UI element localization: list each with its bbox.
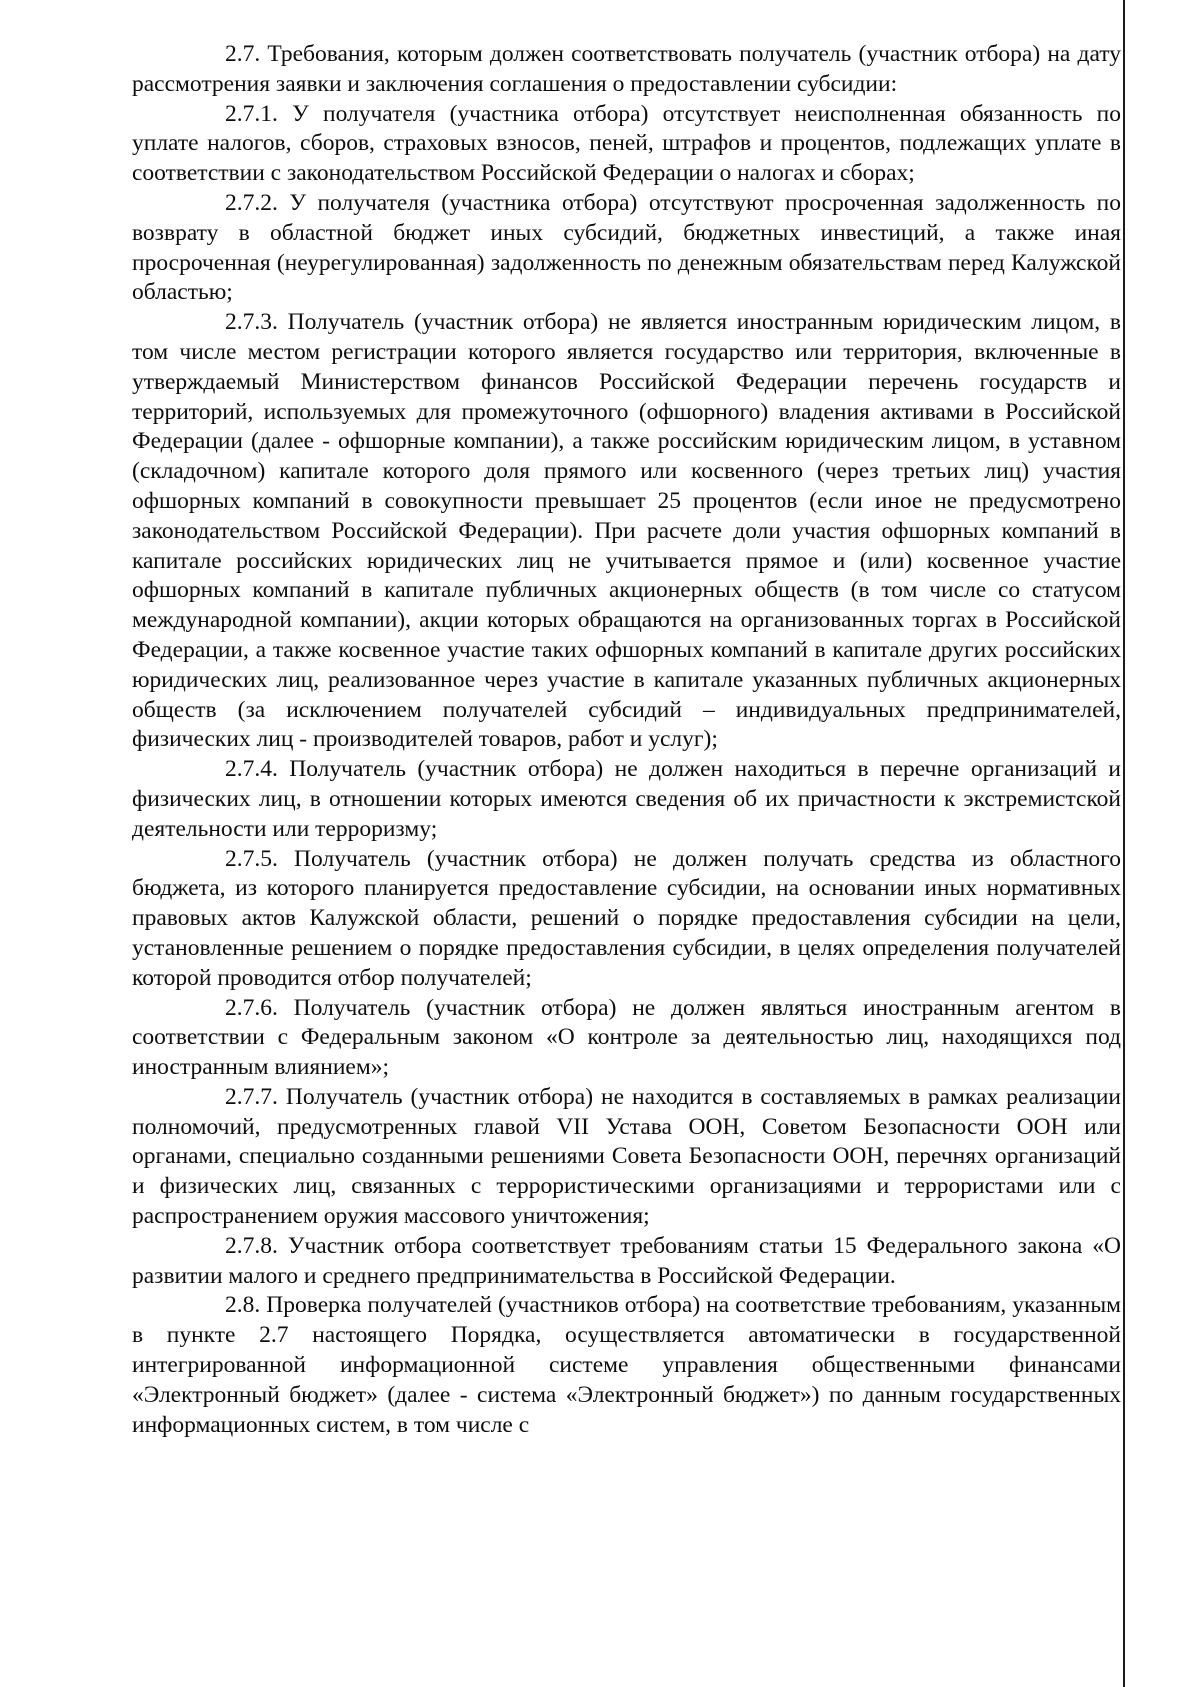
paragraph-2-7: 2.7. Требования, которым должен соответствовать получатель (участник отбора) на дату рассмотрения заявки и заключения соглашения о предоставлении субсидии: bbox=[132, 41, 1121, 97]
paragraph-2-7-8: 2.7.8. Участник отбора соответствует требованиям статьи 15 Федерального закона «О развитии малого и среднего предпринимательства в Российской Федерации. bbox=[132, 1232, 1121, 1289]
document-body bbox=[132, 40, 1121, 1440]
paragraph-2-7-1: 2.7.1. У получателя (участника отбора) отсутствует неисполненная обязанность по уплате налогов, сборов, страховых взносов, пеней, штрафов и процентов, подлежащих уплате в соответствии с законодательством Российской Федерации о налогах и сборах; bbox=[132, 100, 1121, 187]
paragraph-2-7-7: 2.7.7. Получатель (участник отбора) не находится в составляемых в рамках реализации полномочий, предусмотренных главой VII Устава ООН, Советом Безопасности ООН или органами, специально созданными решениями Совета Безопасности ООН, перечнях организаций и физических лиц, связанных с террористическими организациями и террористами или с распространением оружия массового уничтожения; bbox=[132, 1083, 1121, 1230]
paragraph-2-7-5: 2.7.5. Получатель (участник отбора) не должен получать средства из областного бюджета, из которого планируется предоставление субсидии, на основании иных нормативных правовых актов Калужской области, решений о порядке предоставления субсидии на цели, установленные решением о порядке предоставления субсидии, в целях определения получателей которой проводится отбор получателей; bbox=[132, 845, 1121, 991]
paragraph-2-8: 2.8. Проверка получателей (участников отбора) на соответствие требованиям, указанным в пункте 2.7 настоящего Порядка, осуществляется автоматически в государственной интегрированной информационной системе управления общественными финансами «Электронный бюджет» (далее - система «Электронный бюджет») по данным государственных информационных систем, в том числе с bbox=[132, 1292, 1121, 1438]
paragraph-2-7-6: 2.7.6. Получатель (участник отбора) не должен являться иностранным агентом в соответствии с Федеральным законом «О контроле за деятельностью лиц, находящихся под иностранным влиянием»; bbox=[132, 994, 1121, 1081]
paragraph-2-7-4: 2.7.4. Получатель (участник отбора) не должен находиться в перечне организаций и физических лиц, в отношении которых имеются сведения об их причастности к экстремистской деятельности или терроризму; bbox=[132, 756, 1121, 842]
paragraph-2-7-3: 2.7.3. Получатель (участник отбора) не является иностранным юридическим лицом, в том числе местом регистрации которого является государство или территория, включенные в утверждаемый Министерством финансов Российской Федерации перечень государств и территорий, используемых для промежуточного (офшорного) владения активами в Российской Федерации (далее - офшорные компании), а также российским юридическим лицом, в уставном (складочном) капитале которого доля прямого или косвенного (через третьих лиц) участия офшорных компаний в совокупности превышает 25 процентов (если иное не предусмотрено законодательством Российской Федерации). При расчете доли участия офшорных компаний в капитале российских юридических лиц не учитывается прямое и (или) косвенное участие офшорных компаний в капитале публичных акционерных обществ (в том числе со статусом международной компании), акции которых обращаются на организованных торгах в Российской Федерации, а также косвенное участие таких офшорных компаний в капитале других российских юридических лиц, реализованное через участие в капитале указанных публичных акционерных обществ (за исключением получателей субсидий – индивидуальных предпринимателей, физических лиц - производителей товаров, работ и услуг); bbox=[132, 309, 1121, 753]
paragraph-2-7-2: 2.7.2. У получателя (участника отбора) отсутствуют просроченная задолженность по возврату в областной бюджет иных субсидий, бюджетных инвестиций, а также иная просроченная (неурегулированная) задолженность по денежным обязательствам перед Калужской областью; bbox=[132, 189, 1121, 306]
scan-edge-line bbox=[1123, 0, 1125, 1687]
